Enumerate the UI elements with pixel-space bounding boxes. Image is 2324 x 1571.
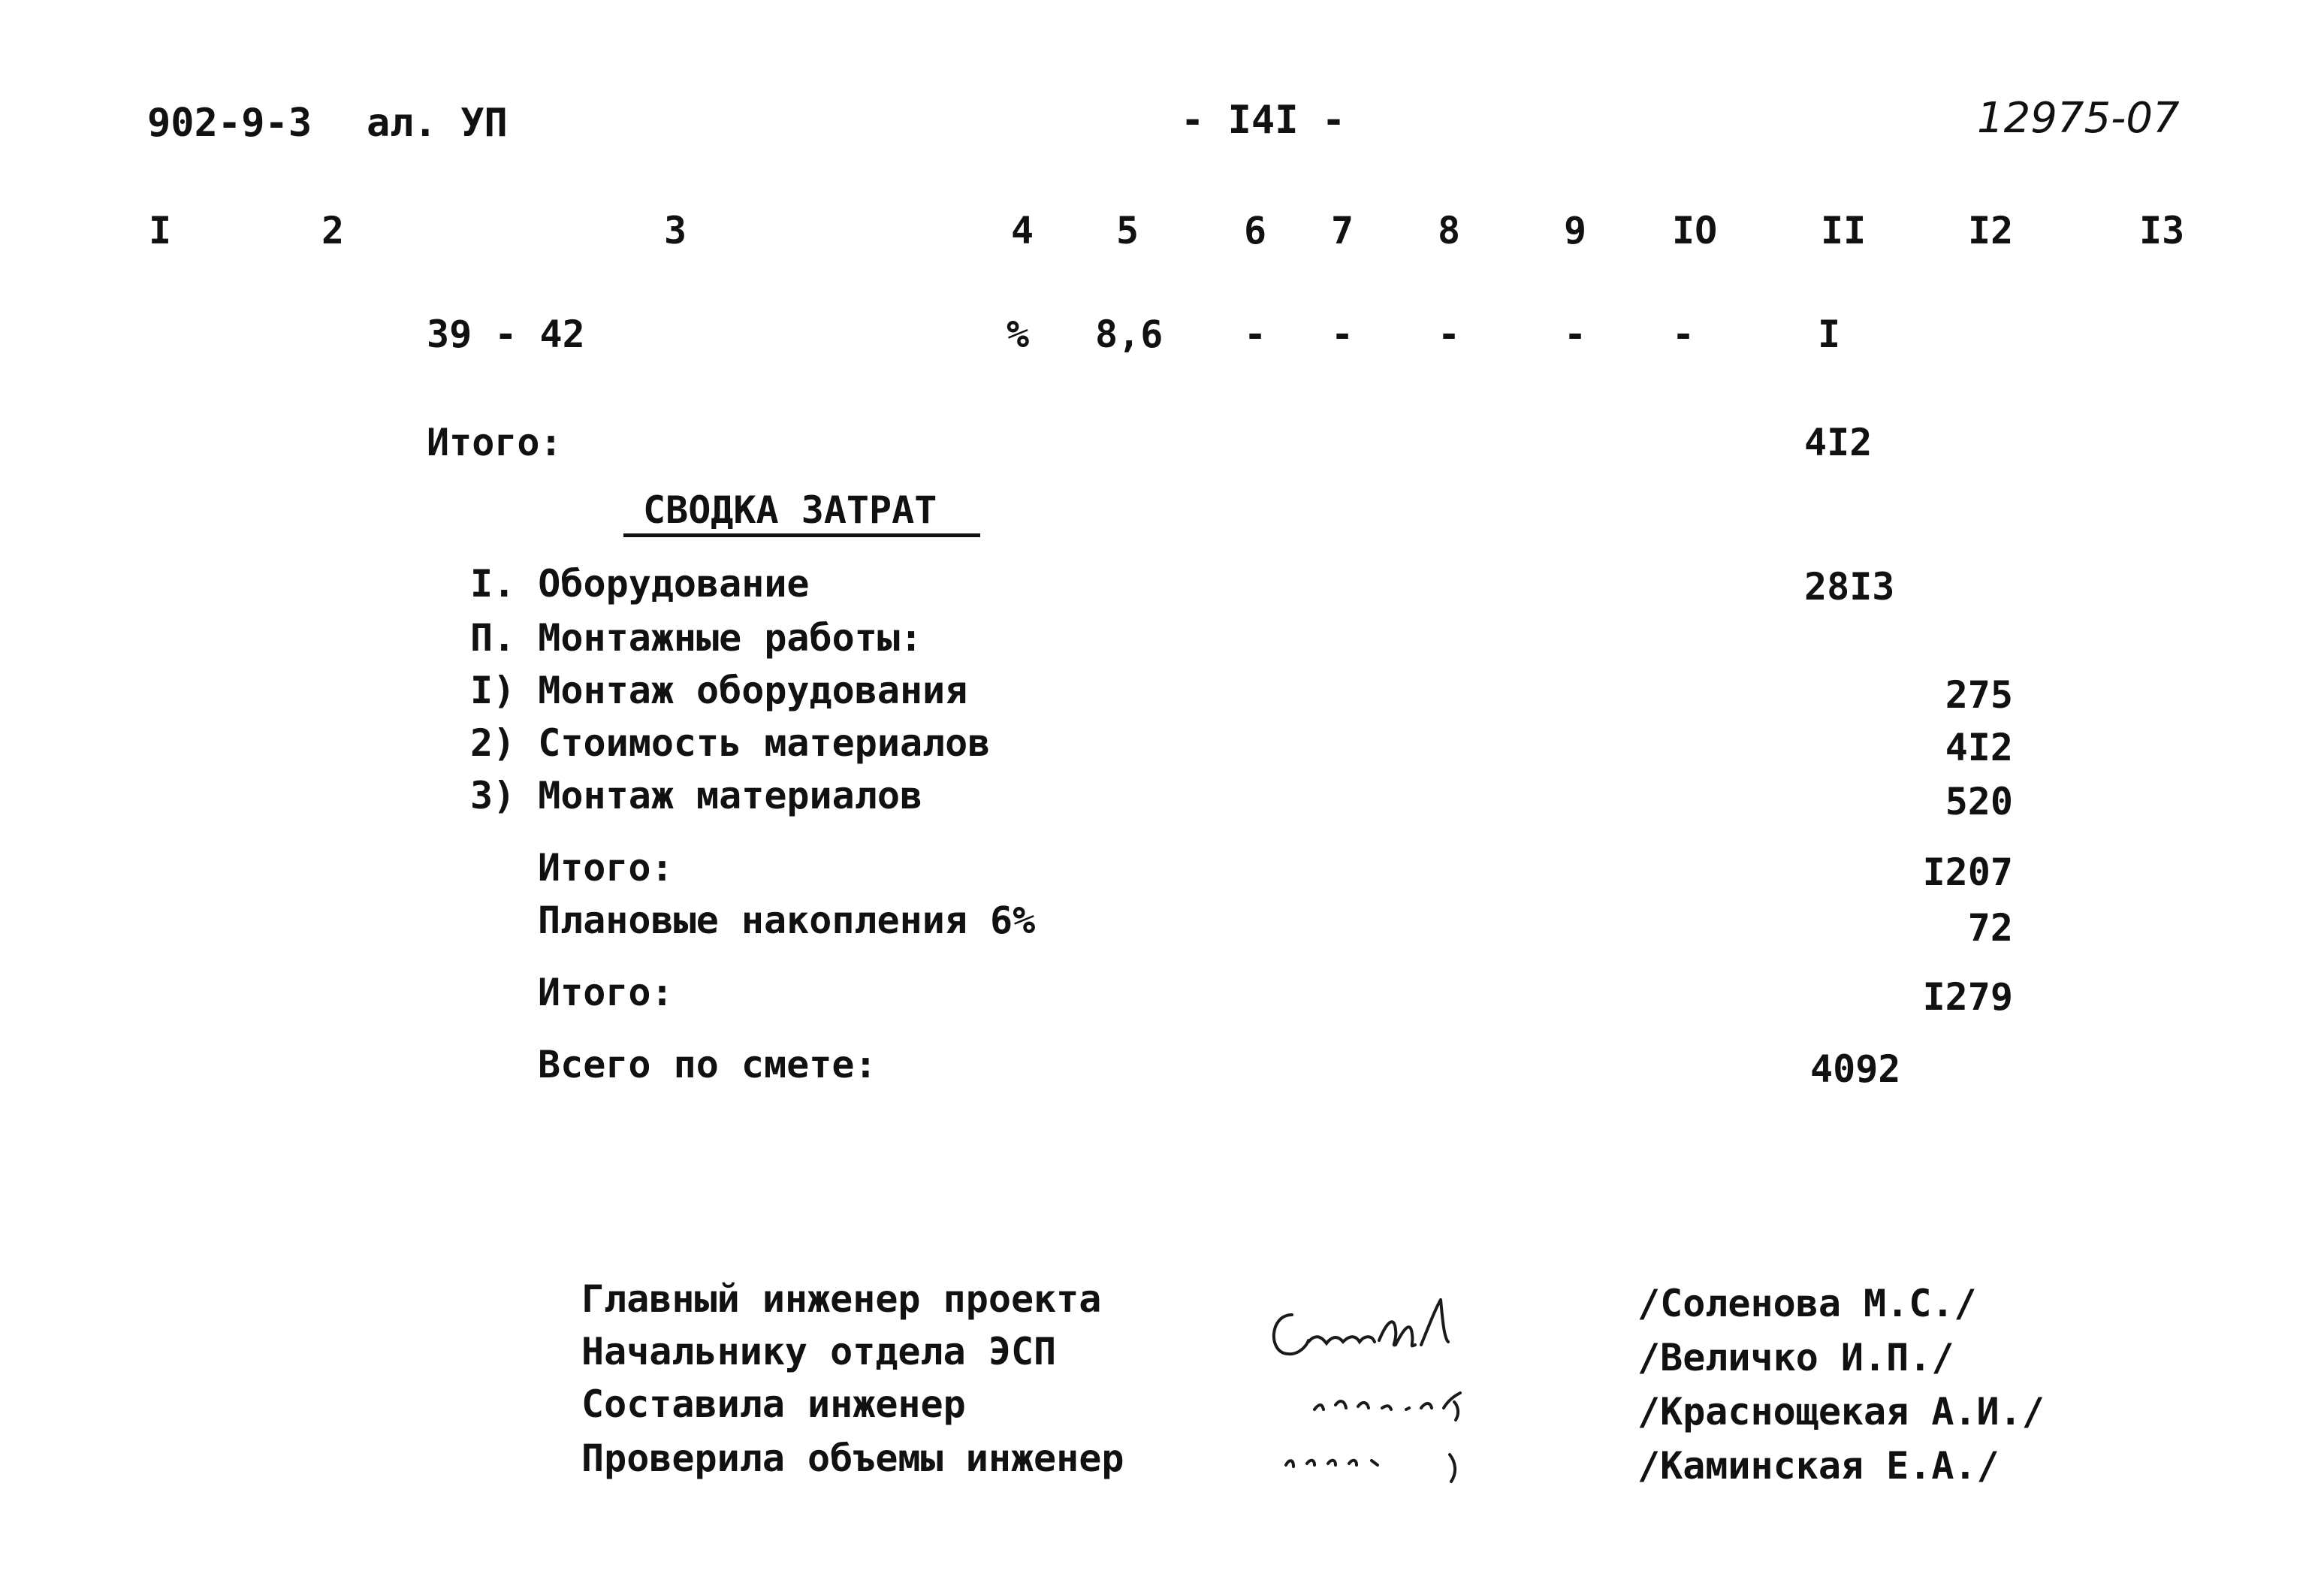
summary-row-col11: 4092 <box>1810 1047 1901 1091</box>
column-number: II <box>1821 209 1867 252</box>
signature-role: Начальнику отдела ЭСП <box>581 1330 1057 1373</box>
signature-name: /Соленова М.С./ <box>1637 1282 1977 1325</box>
summary-row-label: I) Монтаж оборудования <box>470 669 968 712</box>
summary-row-label: 3) Монтаж материалов <box>470 774 923 817</box>
line-item-value: I <box>1818 313 1841 356</box>
line-item-dash: - <box>1438 313 1461 356</box>
summary-row-col12: I279 <box>1922 975 2013 1019</box>
signature-name: /Каминская Е.А./ <box>1637 1444 2000 1488</box>
line-item-dash: - <box>1672 313 1695 356</box>
column-number: 3 <box>664 209 687 252</box>
summary-row-label: Итого: <box>538 971 674 1014</box>
signature-role: Проверила объемы инженер <box>581 1437 1124 1480</box>
page-number: - I4I - <box>1181 98 1346 143</box>
summary-row-col12: I207 <box>1922 850 2013 894</box>
summary-row-label: Всего по смете: <box>538 1043 877 1086</box>
handwritten-signature <box>1277 1382 1532 1427</box>
signature-role: Составила инженер <box>581 1382 966 1426</box>
summary-row-col12: 4I2 <box>1945 726 2013 769</box>
section-total-value: 4I2 <box>1804 421 1873 464</box>
section-total-label: Итого: <box>427 421 563 464</box>
signature-role: Главный инженер проекта <box>581 1277 1102 1321</box>
column-number: 5 <box>1116 209 1139 252</box>
column-number: 4 <box>1011 209 1034 252</box>
line-item-dash: - <box>1564 313 1587 356</box>
summary-row-label: 2) Стоимость материалов <box>470 721 991 765</box>
signature-name: /Краснощекая А.И./ <box>1637 1390 2045 1434</box>
archive-number: 12975-07 <box>1977 94 2180 143</box>
handwritten-signature <box>1269 1437 1495 1489</box>
column-number: I3 <box>2139 209 2185 252</box>
column-number: 9 <box>1564 209 1587 252</box>
column-number: 8 <box>1438 209 1461 252</box>
summary-row-col12: 275 <box>1945 673 2013 717</box>
summary-row-label: П. Монтажные работы: <box>470 616 923 660</box>
summary-row-col11: 28I3 <box>1804 565 1895 609</box>
summary-row-col12: 72 <box>1967 906 2013 950</box>
line-item-unit: % <box>1007 313 1030 356</box>
line-item-dash: - <box>1331 313 1354 356</box>
summary-row-label: I. Оборудование <box>470 562 810 606</box>
column-number: IO <box>1672 209 1718 252</box>
summary-title: СВОДКА ЗАТРАТ <box>623 491 980 537</box>
album-label: ал. УП <box>367 101 508 146</box>
summary-row-label: Плановые накопления 6% <box>538 899 1036 942</box>
signature-name: /Величко И.П./ <box>1637 1336 1954 1379</box>
column-number: I <box>149 209 172 252</box>
summary-row-label: Итого: <box>538 846 674 890</box>
column-number: 6 <box>1244 209 1267 252</box>
line-item-dash: - <box>1244 313 1267 356</box>
line-item-range: 39 - 42 <box>427 313 585 356</box>
column-number: 7 <box>1331 209 1354 252</box>
doc-code: 902-9-3 <box>147 101 312 146</box>
summary-row-col12: 520 <box>1945 780 2013 823</box>
line-item-rate: 8,6 <box>1095 313 1164 356</box>
handwritten-signature <box>1262 1292 1532 1367</box>
column-number: 2 <box>321 209 345 252</box>
column-number: I2 <box>1968 209 2014 252</box>
